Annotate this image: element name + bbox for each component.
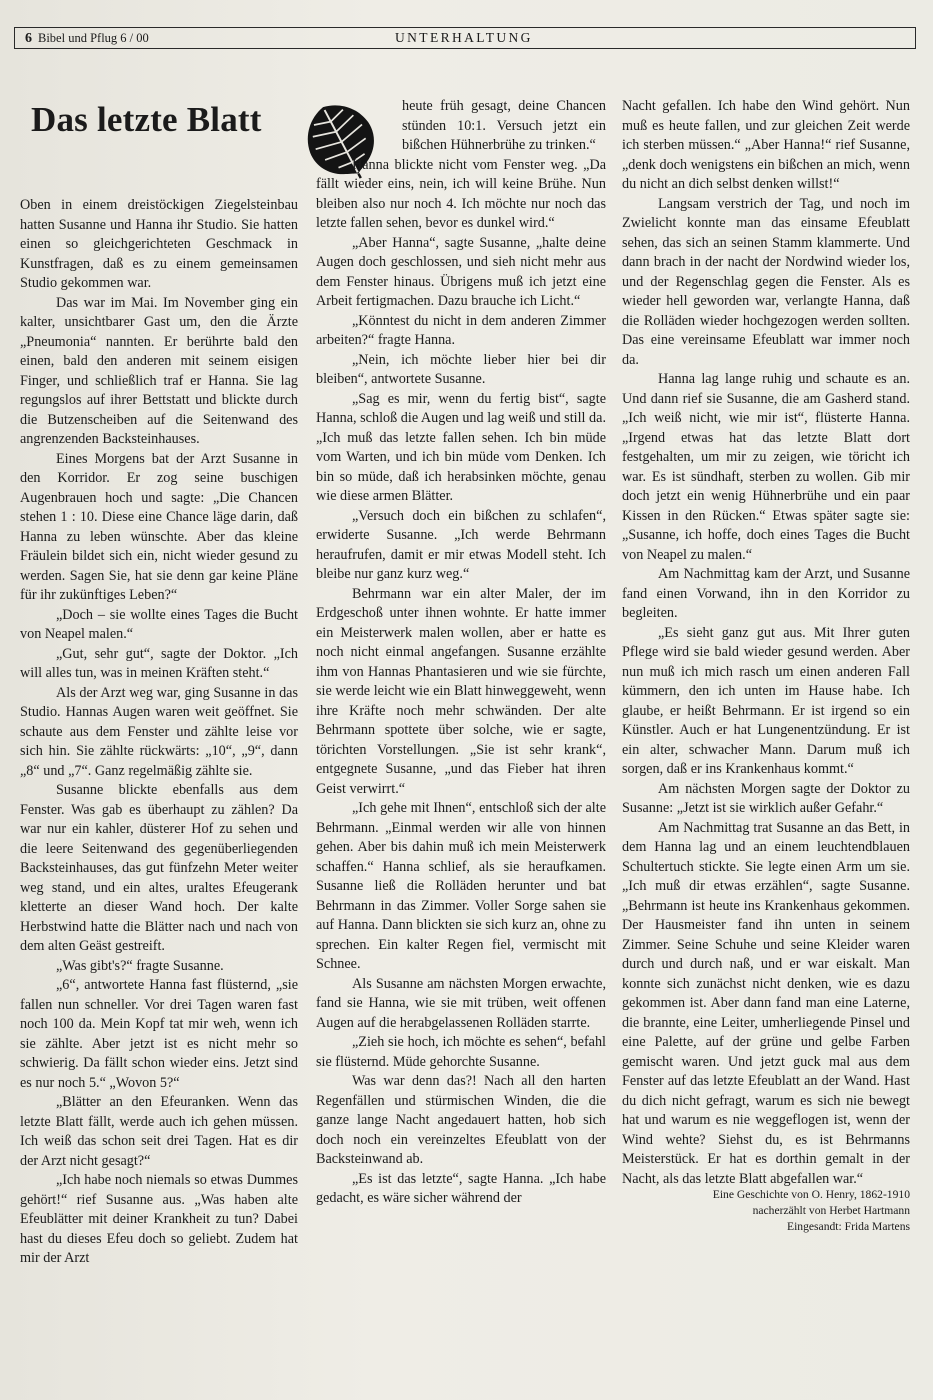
paragraph: „Ich habe noch niemals so etwas Dummes gehört!“ rief Susanne aus. „Was haben alte Efeublätter mit deiner Krankheit zu tun? Dabei hast du dieses Efeu doch so geliebt. Zudem hat mir der Arzt	[20, 1172, 298, 1266]
credit-source: Eine Geschichte von O. Henry, 1862-1910	[712, 1188, 910, 1201]
paragraph: Was war denn das?! Nach all den harten Regenfällen und stürmischen Winden, die die ganze lange Nacht angedauert hatten, hob sich doch noch ein vereinzeltes Efeublatt von der Backsteinwand ab.	[316, 1073, 606, 1167]
paragraph: „Es ist das letzte“, sagte Hanna. „Ich habe gedacht, es wäre sicher während der	[316, 1170, 606, 1206]
paragraph: „Aber Hanna“, sagte Susanne, „halte deine Augen doch geschlossen, und sieh nicht mehr aus dem Fenster hinaus. Übrigens muß ich jetzt eine Arbeit fertigmachen. Dazu brauche ich Licht.“	[316, 234, 606, 309]
paragraph: Am nächsten Morgen sagte der Doktor zu Susanne: „Jetzt ist sie wirklich außer Gefahr.“	[622, 780, 910, 816]
paragraph: Susanne blickte ebenfalls aus dem Fenster. Was gab es überhaupt zu zählen? Da war nur ein kahler, düsterer Hof zu sehen und die leere Seitenwand des gegenüberliegenden Backsteinhauses, das gut fünfzehn Meter weiter weg stand, und ein altes, uraltes Efeugerank kletterte an dieser Wand hoch. Der kalte Herbstwind hatte die Blätter nach und nach von dem alten Geäst gestreift.	[20, 782, 298, 954]
paragraph: heute früh gesagt, deine Chancen stünden 10:1. Versuch jetzt ein bißchen Hühnerbrühe zu trinken.“	[402, 98, 606, 153]
page-number: 6	[25, 31, 32, 46]
paragraph: „Versuch doch ein bißchen zu schlafen“, erwiderte Susanne. „Ich werde Behrmann heraufrufen, damit er mir etwas Modell steht. Ich bleibe nur ganz kurz weg.“	[316, 507, 606, 582]
paragraph: Das war im Mai. Im November ging ein kalter, unsichtbarer Gast um, den die Ärzte „Pneumonia“ nannten. Er berührte bald den einen, bald den anderen mit seinem eisigen Finger, und schließlich traf er Hanna. Sie lag regungslos auf ihrer Bettstatt und blickte durch die Butzenscheiben auf die Seitenwand des angrenzenden Backsteinhauses.	[20, 294, 298, 447]
paragraph: „6“, antwortete Hanna fast flüsternd, „sie fallen nun schneller. Vor drei Tagen waren fast noch 100 da. Mein Kopf tat mir weh, wenn ich sie zählte. Aber jetzt ist es nicht mehr so schwierig. Da fällt schon wieder eins. Jetzt sind es nur noch 5.“ „Wovon 5?“	[20, 977, 298, 1091]
paragraph: Behrmann war ein alter Maler, der im Erdgeschoß unter ihnen wohnte. Er hatte immer ein Meisterwerk malen wollen, aber er hatte es noch nicht einmal angefangen. Susanne erzählte ihm von Hannas Phantasieren und wie sie fürchte, sie werde leicht wie ein Blatt hinweggeweht, wenn ihre Kräfte noch mehr schwänden. Der alte Behrmann spottete über solche, wie er sagte, törichten Vorstellungen. „Sie ist sehr krank“, entgegnete Susanne, „und das Fieber hat ihren Geist verwirrt.“	[316, 585, 606, 797]
section-name: UNTERHALTUNG	[395, 30, 533, 45]
article-credits	[622, 1187, 910, 1235]
article-column-2	[316, 97, 606, 1209]
paragraph: Eines Morgens bat der Arzt Susanne in den Korridor. Er zog seine buschigen Augenbrauen hoch und sagte: „Die Chancen stehen 1 : 10. Diese eine Chance läge darin, daß Hanna zu leben wünschte. Aber das kleine Fräulein bildet sich ein, nicht wieder gesund zu werden. Sagen Sie, hat sie denn gar keine Pläne für ihr zukünftiges Leben?“	[20, 450, 298, 603]
paragraph: „Ich gehe mit Ihnen“, entschloß sich der alte Behrmann. „Einmal werden wir alle von hinnen gehen. Aber bis dahin muß ich mein Meisterwerk schaffen.“ Hanna schlief, als sie heraufkamen. Susanne ließ die Rolläden herunter und bat Behrmann in das Zimmer. Voller Sorge sahen sie auf Hanna. Dann blickten sie sich kurz an, ohne zu sprechen. Ein kalter Regen fiel, vermischt mit Schnee.	[316, 800, 606, 972]
paragraph: „Sag es mir, wenn du fertig bist“, sagte Hanna, schloß die Augen und lag weiß und still da. „Ich muß das letzte fallen sehen. Ich bin müde vom Warten, und ich bin müde vom Denken. Ich bin so müde, daß ich herabsinken möchte, genau wie diese armen Blätter.	[316, 390, 606, 504]
page-header	[14, 27, 916, 49]
header-publication-info	[25, 28, 149, 49]
paragraph: Langsam verstrich der Tag, und noch im Zwielicht konnte man das einsame Efeublatt sehen, das sich an seinen Stamm klammerte. Und dann brach in der nacht der Nordwind wieder los, und der Regenschlag gegen die Fenster. Als es wieder hell geworden war, verlangte Hanna, daß die Rolläden wieder hochgezogen werden sollten. Das eine vereinsame Efeublatt war immer noch da.	[622, 195, 910, 368]
credit-retold: nacherzählt von Herbet Hartmann	[752, 1204, 910, 1217]
paragraph: „Gut, sehr gut“, sagte der Doktor. „Ich will alles tun, was in meinen Kräften steht.“	[20, 645, 298, 681]
paragraph: „Es sieht ganz gut aus. Mit Ihrer guten Pflege wird sie bald wieder gesund werden. Aber nun muß ich mich rasch um einen anderen Fall kümmern, den ich unten im Hause habe. Ich glaube, er heißt Behrmann. Er ist irgend so ein Künstler. Auch er hat Lungenentzündung. Er ist ein alter, schwacher Mann. Darum muß ich sorgen, daß er ins Krankenhaus kommt.“	[622, 624, 910, 777]
article-title: Das letzte Blatt	[31, 100, 262, 139]
paragraph: Als der Arzt weg war, ging Susanne in das Studio. Hannas Augen waren weit geöffnet. Sie schaute aus dem Fenster und zählte leise vor sich hin. Sie zählte rückwärts: „10“, „9“, dann „8“ und „7“. Ganz regelmäßig zählte sie.	[20, 684, 298, 779]
paragraph: „Was gibt's?“ fragte Susanne.	[56, 957, 224, 974]
credit-sent-by: Eingesandt: Frida Martens	[787, 1220, 910, 1233]
paragraph: Hanna blickte nicht vom Fenster weg. „Da fällt wieder eins, nein, ich will keine Brühe. Nun bleiben also nur noch 4. Ich möchte nur noch das letzte fallen sehen, bevor es dunkel wird.“	[316, 156, 606, 231]
publication-name: Bibel und Pflug 6 / 00	[38, 31, 149, 45]
paragraph: „Könntest du nicht in dem anderen Zimmer arbeiten?“ fragte Hanna.	[316, 312, 606, 348]
paragraph: „Zieh sie hoch, ich möchte es sehen“, befahl sie flüsternd. Müde gehorchte Susanne.	[316, 1034, 606, 1070]
paragraph: Als Susanne am nächsten Morgen erwachte, fand sie Hanna, wie sie mit trüben, weit offenen Augen auf die herabgelassenen Rolläden starrte.	[316, 975, 606, 1031]
paragraph: Am Nachmittag trat Susanne an das Bett, in dem Hanna lag und an einem leuchtendblauen Schultertuch stickte. Sie legte einen Arm um sie. „Ich muß dir etwas erzählen“, sagte Susanne. „Behrmann ist heute ins Krankenhaus gekommen. Der Hausmeister fand ihn unten in seinem Zimmer. Seine Schuhe und seine Kleider waren durch und durch naß, und er war eiskalt. Man konnte sich zunächst nicht denken, wie es dazu gekommen ist. Aber dann fand man eine Laterne, die brannte, eine Leiter, umherliegende Pinsel und eine Palette, auf der grüne und gelbe Farben gemischt waren. Und jetzt guck mal aus dem Fenster auf das letzte Efeublatt an der Wand. Hast du dich nicht gefragt, warum es sich nie bewegt hat und warum es nie weggeflogen ist, wenn der Wind wehte? Siehst du, es ist Behrmanns Meisterstück. Er hat es dorthin gemalt in der Nacht, als das letzte Blatt abgefallen war.“	[622, 819, 910, 1187]
paragraph: „Blätter an den Efeuranken. Wenn das letzte Blatt fällt, werde auch ich gehen müssen. Ich weiß das schon seit drei Tagen. Hat es dir der Arzt nicht gesagt?“	[20, 1094, 298, 1169]
paragraph: Hanna lag lange ruhig und schaute es an. Und dann rief sie Susanne, die am Gasherd stand. „Ich weiß nicht, wie mir ist“, flüsterte Hanna. „Irgend etwas hat das letzte Blatt dort festgehalten, um mir zu zeigen, wie töricht ich war. Es ist sündhaft, sterben zu wollen. Gib mir doch jetzt ein wenig Hühnerbrühe und ein paar Kissen in den Rücken.“ Etwas später sagte sie: „Susanne, ich hoffe, doch eines Tages die Bucht von Neapel zu malen.“	[622, 371, 910, 563]
article-column-3	[622, 97, 910, 1235]
paragraph: Am Nachmittag kam der Arzt, und Susanne fand einen Vorwand, ihn in den Korridor zu begleiten.	[622, 566, 910, 621]
article-column-1	[20, 196, 298, 1269]
paragraph: Oben in einem dreistöckigen Ziegelsteinbau hatten Susanne und Hanna ihr Studio. Sie hatten einen so gleichgerichteten Geschmack in Kunstfragen, daß es zu einem gemeinsamen Studio gekommen war.	[20, 197, 298, 291]
paragraph: Nacht gefallen. Ich habe den Wind gehört. Nun muß es heute fallen, und zur gleichen Zeit werde ich sterben müssen.“ „Aber Hanna!“ rief Susanne, „denk doch wenigstens ein bißchen an mich, wenn du nicht an dich selbst denken willst!“	[622, 98, 910, 192]
paragraph: „Doch – sie wollte eines Tages die Bucht von Neapel malen.“	[20, 606, 298, 642]
paragraph: „Nein, ich möchte lieber hier bei dir bleiben“, antwortete Susanne.	[316, 351, 606, 387]
